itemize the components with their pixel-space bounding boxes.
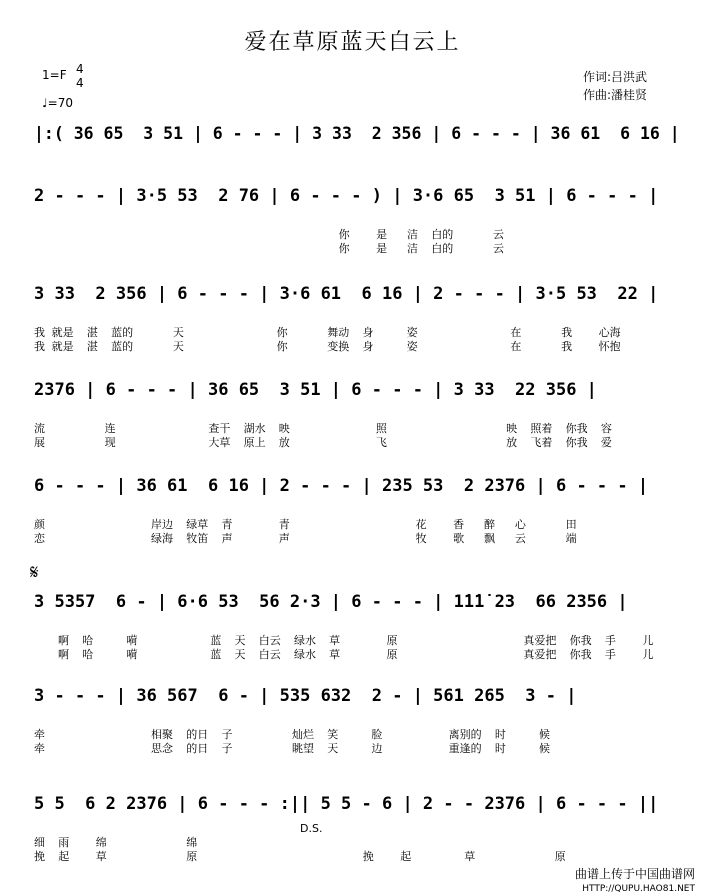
score-system-4 (0, 380, 705, 480)
lyrics-verse-1: 我 就是 湛 蓝的 天 你 舞动 身 姿 在 我 心海 (34, 326, 621, 339)
lyrics-verse-2: 我 就是 湛 蓝的 天 你 变换 身 姿 在 我 怀抱 (34, 340, 621, 353)
lyrics-verse-1: 你 是 洁 白的 云 (34, 228, 504, 241)
key-signature: 1=F (42, 68, 67, 82)
time-signature-top: 4 (76, 62, 84, 76)
lyrics-verse-2: 恋 绿海 牧笛 声 声 牧 歌 飘 云 端 (34, 532, 577, 545)
lyrics-verse-2: 展 现 大草 原上 放 飞 放 飞着 你我 爱 (34, 436, 612, 449)
footer-url: HTTP://QUPU.HAO81.NET (582, 884, 695, 894)
lyrics-verse-1: 颜 岸边 绿草 青 青 花 香 醉 心 田 (34, 518, 577, 531)
score-system-3 (0, 284, 705, 384)
notation-line: 2376 | 6 - - - | 36 65 3 51 | 6 - - - | 3 33 22 356 | (34, 380, 597, 400)
time-signature-bottom: 4 (76, 76, 84, 90)
notation-line: 6 - - - | 36 61 6 16 | 2 - - - | 235 53 2 2376 | 6 - - - | (34, 476, 649, 496)
composer-credit: 作曲:潘桂贤 (583, 88, 648, 102)
notation-line: |:( 36 65 3 51 | 6 - - - | 3 33 2 356 | 6 - - - | 36 61 6 16 | (34, 124, 680, 143)
score-system-5 (0, 476, 705, 576)
score-system-7 (0, 686, 705, 786)
lyrics-verse-1: 啊 哈 嗬 蓝 天 白云 绿水 草 原 真爱把 你我 手 儿 (58, 634, 654, 647)
lyrics-verse-1: 细 雨 绵 绵 (34, 836, 198, 849)
notation-line: 3 33 2 356 | 6 - - - | 3·6 61 6 16 | 2 - - - | 3·5 53 22 | (34, 284, 659, 304)
lyrics-verse-2: 你 是 洁 白的 云 (34, 242, 504, 255)
footer-credit: 曲谱上传于中国曲谱网 (574, 867, 695, 881)
notation-line: 2 - - - | 3·5 53 2 76 | 6 - - - ) | 3·6 65 3 51 | 6 - - - | (34, 186, 659, 206)
lyricist-credit: 作词:吕洪武 (583, 70, 648, 84)
notation-line: 3 - - - | 36 567 6 - | 535 632 2 - | 561 265 3 - | (34, 686, 577, 706)
lyrics-verse-1: 流 连 查干 湖水 映 照 映 照着 你我 容 (34, 422, 612, 435)
ds-mark: D.S. (300, 822, 323, 835)
score-system-2 (0, 186, 705, 286)
tempo-marking: ♩=70 (42, 96, 73, 110)
notation-line: 3 5357 6 - | 6·6 53 56 2·3 | 6 - - - | 1̇1̇1̇ 23 66 2356 | (34, 592, 628, 612)
lyrics-verse-2: 挽 起 草 原 挽 起 草 原 (34, 850, 566, 863)
song-title: 爱在草原蓝天白云上 (244, 30, 461, 55)
lyrics-verse-1: 牵 相聚 的日 子 灿烂 笑 脸 离别的 时 候 (34, 728, 550, 741)
lyrics-verse-2: 牵 思念 的日 子 眺望 天 边 重逢的 时 候 (34, 742, 550, 755)
score-system-6 (0, 560, 705, 692)
notation-line: 5 5 6 2 2376 | 6 - - - :|| 5 5 - 6 | 2 - - 2376 | 6 - - - || (34, 794, 659, 814)
lyrics-verse-2: 啊 哈 嗬 蓝 天 白云 绿水 草 原 真爱把 你我 手 儿 (58, 648, 654, 661)
segno-sign: 𝄋 (30, 560, 39, 584)
